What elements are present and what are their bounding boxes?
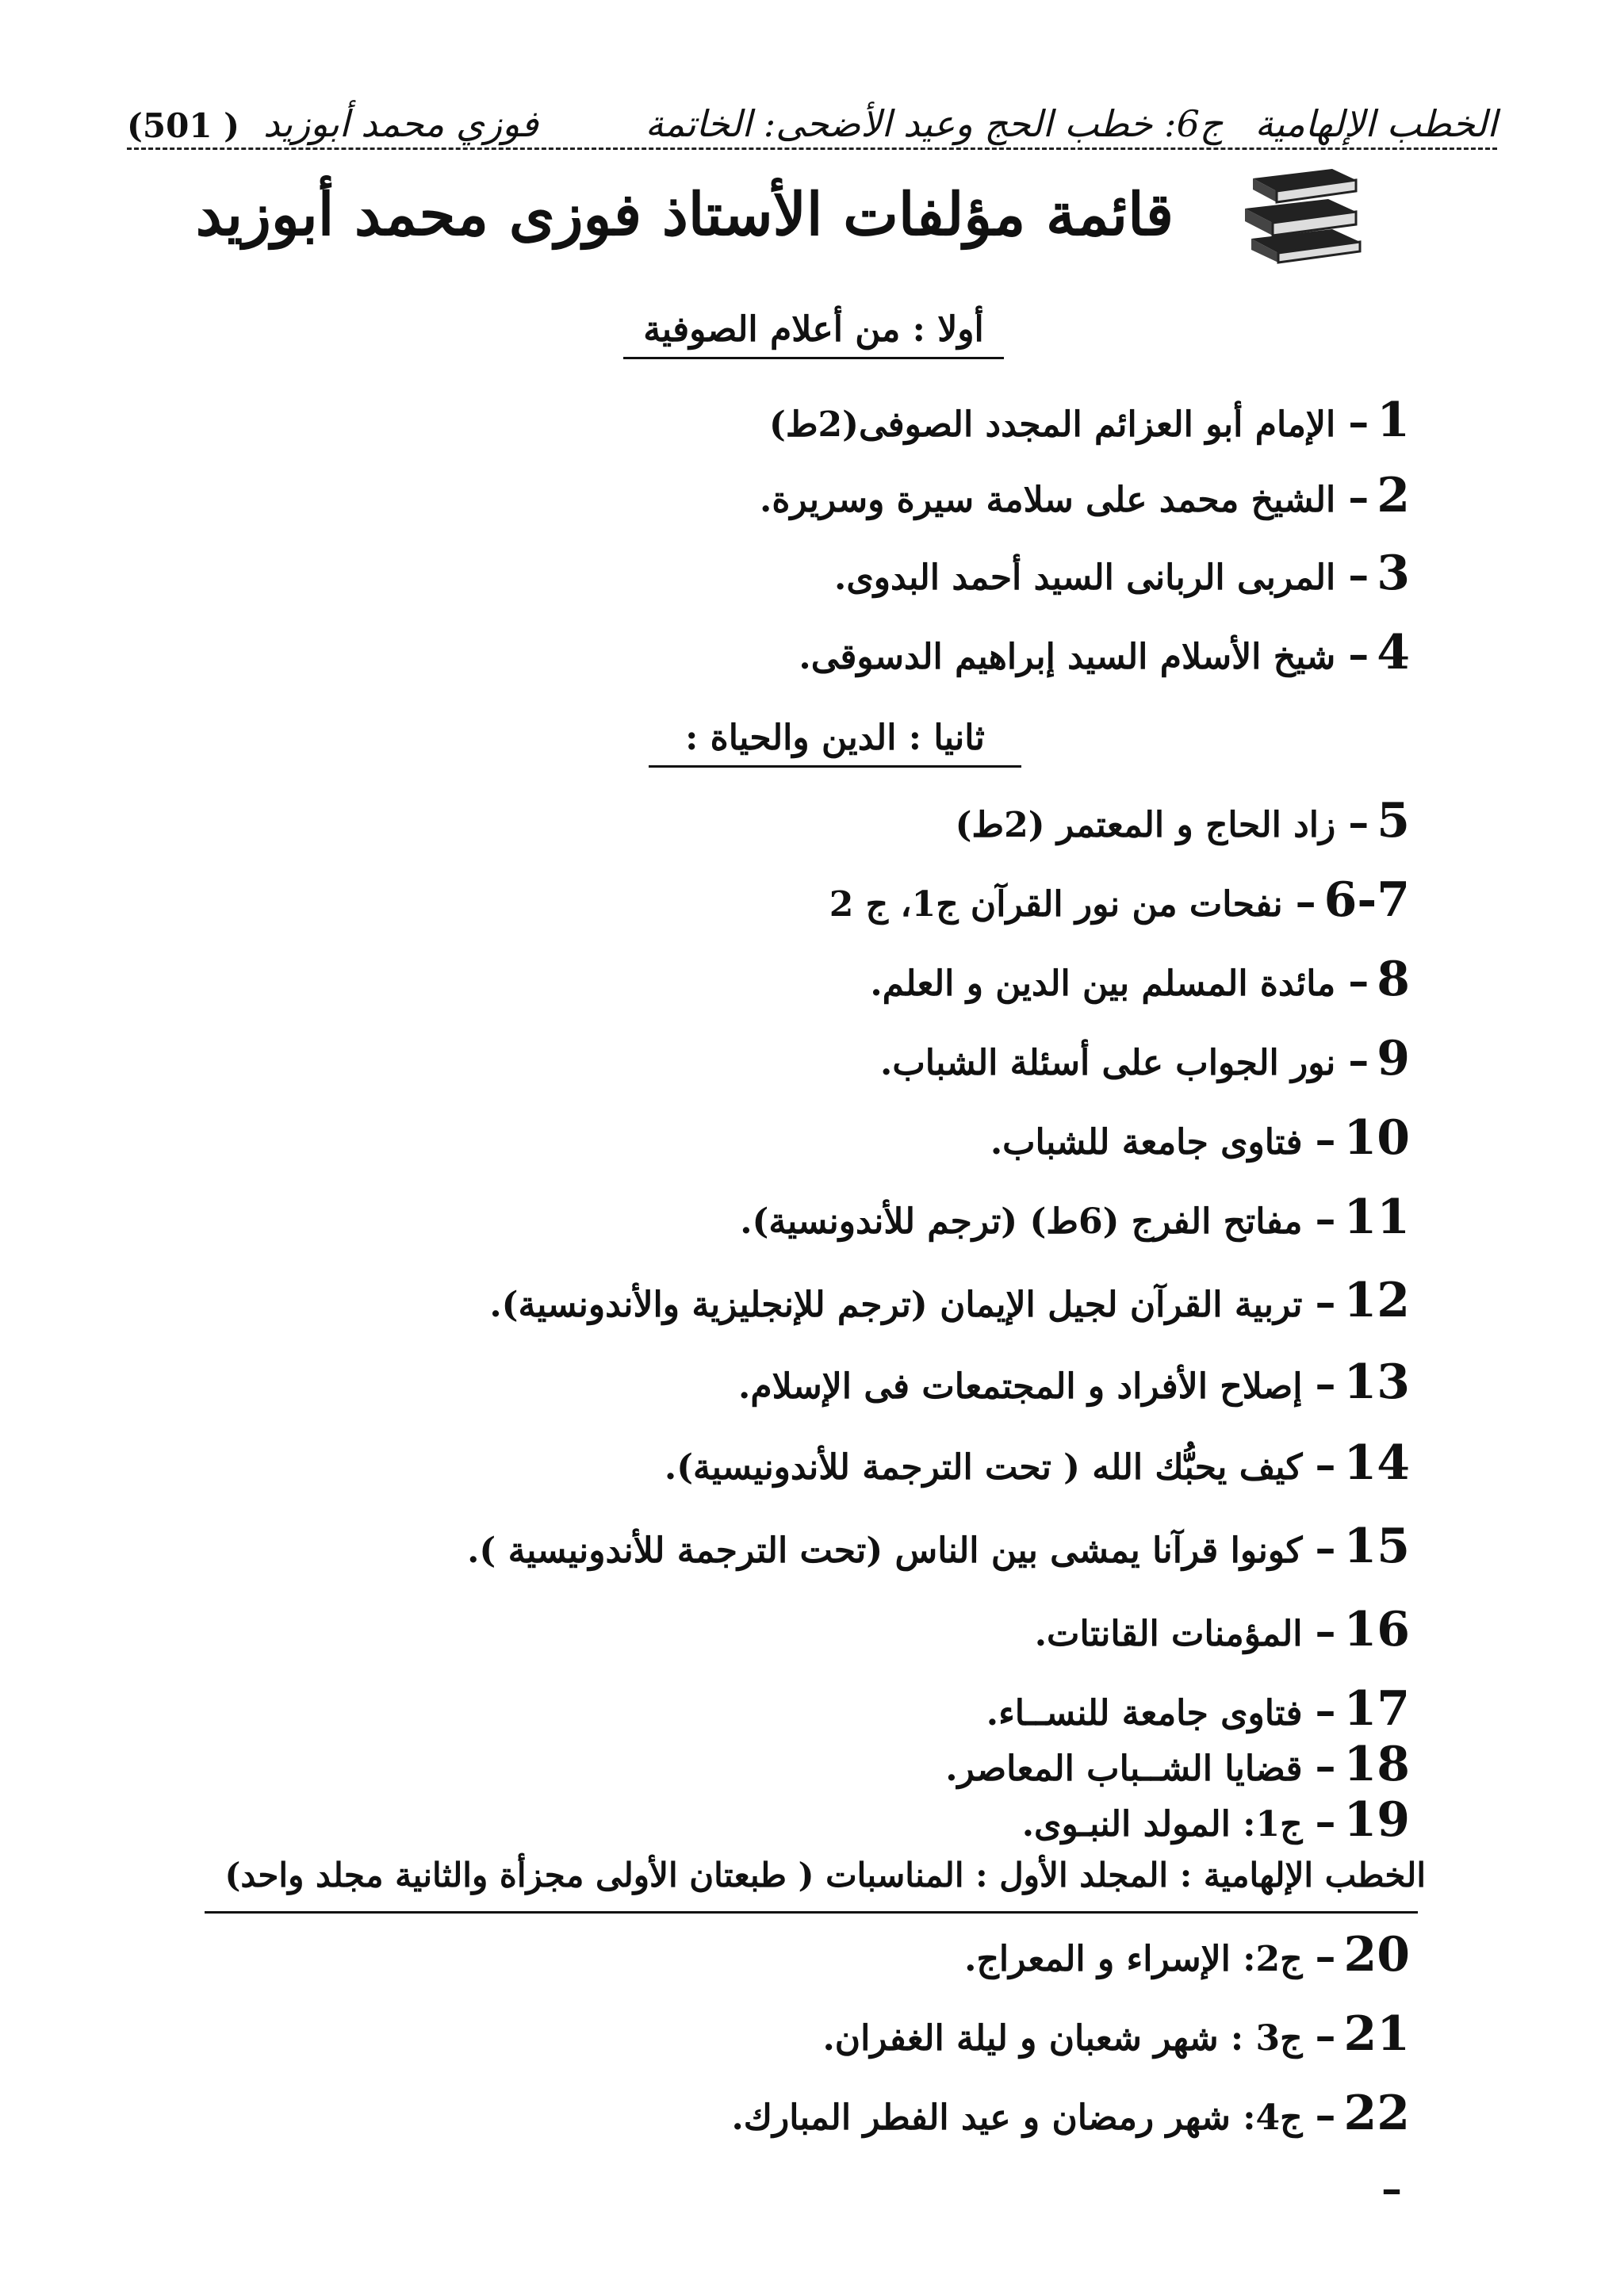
list-item: [1022, 1792, 1410, 1848]
book-stack-icon: [1237, 163, 1372, 266]
item-number: 20: [1343, 1927, 1410, 1983]
item-number: 12: [1343, 1273, 1410, 1328]
section-underline: [649, 765, 1021, 768]
list-item: [829, 872, 1410, 928]
item-number: 22: [1343, 2086, 1410, 2141]
item-dash: –: [1348, 630, 1369, 679]
item-text: نور الجواب على أسئلة الشباب.: [880, 1043, 1336, 1083]
list-item: [964, 1927, 1410, 1983]
list-item: [880, 1031, 1410, 1086]
item-dash: –: [1295, 878, 1316, 926]
section-underline: [623, 357, 1004, 359]
running-header: [127, 83, 1497, 145]
item-number: 3: [1377, 546, 1410, 601]
item-number: 2: [1377, 468, 1410, 523]
item-number: 19: [1343, 1792, 1410, 1848]
item-dash: –: [1315, 1933, 1336, 1981]
list-item: [799, 625, 1410, 680]
item-dash: –: [1315, 1116, 1336, 1164]
header-right: [127, 102, 538, 145]
item-number: 5: [1377, 793, 1410, 849]
list-item: [760, 468, 1410, 523]
item-number: 6-7: [1323, 872, 1410, 928]
list-item: [870, 952, 1410, 1007]
section-heading-1-text: أولا : من أعلام الصوفية: [643, 309, 984, 350]
list-item: [945, 1737, 1410, 1792]
item-number: 11: [1343, 1190, 1410, 1245]
header-part-text: ج6: خطب الحج وعيد الأضحى: الخاتمة: [645, 102, 1224, 145]
item-text: ج2: الإسراء و المعراج.: [964, 1939, 1303, 1979]
item-dash: –: [1348, 398, 1369, 446]
item-dash: –: [1315, 1798, 1336, 1846]
item-text: الشيخ محمد على سلامة سيرة وسريرة.: [760, 480, 1336, 520]
item-dash: –: [1315, 1360, 1336, 1408]
item-text: المؤمنات القانتات.: [1034, 1614, 1303, 1654]
item-text: نفحات من نور القرآن ج1، ج 2: [829, 884, 1283, 925]
item-number: 16: [1343, 1602, 1410, 1657]
list-item: [1369, 2165, 1410, 2213]
item-dash: –: [1348, 473, 1369, 522]
item-dash: –: [1315, 1441, 1336, 1489]
item-text: مفاتح الفرج (6ط) (ترجم للأندونسية).: [740, 1201, 1303, 1242]
list-item: [731, 2086, 1410, 2141]
item-text: الإمام أبو العزائم المجدد الصوفى(2ط): [769, 404, 1336, 445]
list-item: [740, 1190, 1410, 1245]
item-dash: –: [1381, 2165, 1402, 2213]
item-text: قضايا الشــباب المعاصر.: [945, 1749, 1303, 1789]
item-dash: –: [1315, 1195, 1336, 1243]
item-number: 21: [1343, 2006, 1410, 2062]
item-number: 13: [1343, 1354, 1410, 1410]
header-author-text: فوزي محمد أبوزيد: [263, 102, 538, 145]
page-title: قائمة مؤلفات الأستاذ فوزى محمد أبوزيد: [195, 181, 1174, 249]
item-dash: –: [1315, 1524, 1336, 1573]
item-dash: –: [1315, 1687, 1336, 1735]
item-number: 17: [1343, 1681, 1410, 1737]
item-number: 15: [1343, 1519, 1410, 1574]
list-item: [834, 546, 1410, 601]
item-text: كونوا قرآنا يمشى بين الناس (تحت الترجمة للأندونيسية ).: [467, 1531, 1303, 1571]
item-number: 9: [1377, 1031, 1410, 1086]
item-number: 10: [1343, 1110, 1410, 1166]
header-book-title-text: الخطب الإلهامية: [1254, 102, 1497, 145]
item-text: ج4: شهر رمضان و عيد الفطر المبارك.: [731, 2098, 1303, 2138]
item-text: زاد الحاج و المعتمر (2ط): [955, 805, 1336, 845]
item-text: المربى الربانى السيد أحمد البدوى.: [834, 557, 1336, 598]
list-item: [986, 1681, 1410, 1737]
list-item: [467, 1519, 1410, 1574]
item-text: فتاوى جامعة للنســاء.: [986, 1693, 1303, 1734]
item-dash: –: [1348, 1036, 1369, 1085]
item-text: ج3 : شهر شعبان و ليلة الغفران.: [822, 2018, 1303, 2059]
section-heading-2-text: ثانيا : الدين والحياة :: [685, 718, 985, 758]
item-number: 18: [1343, 1737, 1410, 1792]
item-dash: –: [1315, 2012, 1336, 2060]
item-text: شيخ الأسلام السيد إبراهيم الدسوقى.: [799, 637, 1336, 677]
item-number: 4: [1377, 625, 1410, 680]
item-text: مائدة المسلم بين الدين و العلم.: [870, 964, 1336, 1004]
khutab-underline: [205, 1911, 1418, 1914]
item-text: كيف يحبُّك الله ( تحت الترجمة للأندونيسية).: [664, 1447, 1303, 1488]
item-text: تربية القرآن لجيل الإيمان (ترجم للإنجليزية والأندونسية).: [489, 1285, 1303, 1325]
list-item: [769, 393, 1410, 448]
item-dash: –: [1348, 799, 1369, 847]
section-heading-1: [623, 309, 1004, 350]
item-text: إصلاح الأفراد و المجتمعات فى الإسلام.: [738, 1366, 1303, 1407]
list-item: [1035, 1602, 1410, 1657]
page-number: (501 ): [127, 106, 240, 145]
section-heading-2: [649, 718, 1021, 758]
item-number: 1: [1377, 393, 1410, 448]
item-dash: –: [1348, 551, 1369, 600]
list-item: [822, 2006, 1410, 2062]
list-item: [489, 1273, 1410, 1328]
list-item: [990, 1110, 1410, 1166]
khutab-heading: الخطب الإلهامية : المجلد الأول : المناسبات ( طبعتان الأولى مجزأة والثانية مجلد واحد): [224, 1856, 1426, 1894]
header-rule: [127, 147, 1497, 150]
item-dash: –: [1315, 2091, 1336, 2140]
header-book-title: [645, 102, 1497, 145]
item-number: 8: [1377, 952, 1410, 1007]
list-item: [738, 1354, 1410, 1410]
item-dash: –: [1315, 1278, 1336, 1327]
item-text: ج1: المولد النبـوى.: [1021, 1804, 1303, 1845]
item-text: فتاوى جامعة للشباب.: [990, 1122, 1303, 1163]
item-dash: –: [1315, 1742, 1336, 1791]
item-number: 14: [1343, 1435, 1410, 1491]
list-item: [665, 1435, 1410, 1491]
list-item: [956, 793, 1410, 849]
item-dash: –: [1315, 1607, 1336, 1656]
item-dash: –: [1348, 957, 1369, 1006]
